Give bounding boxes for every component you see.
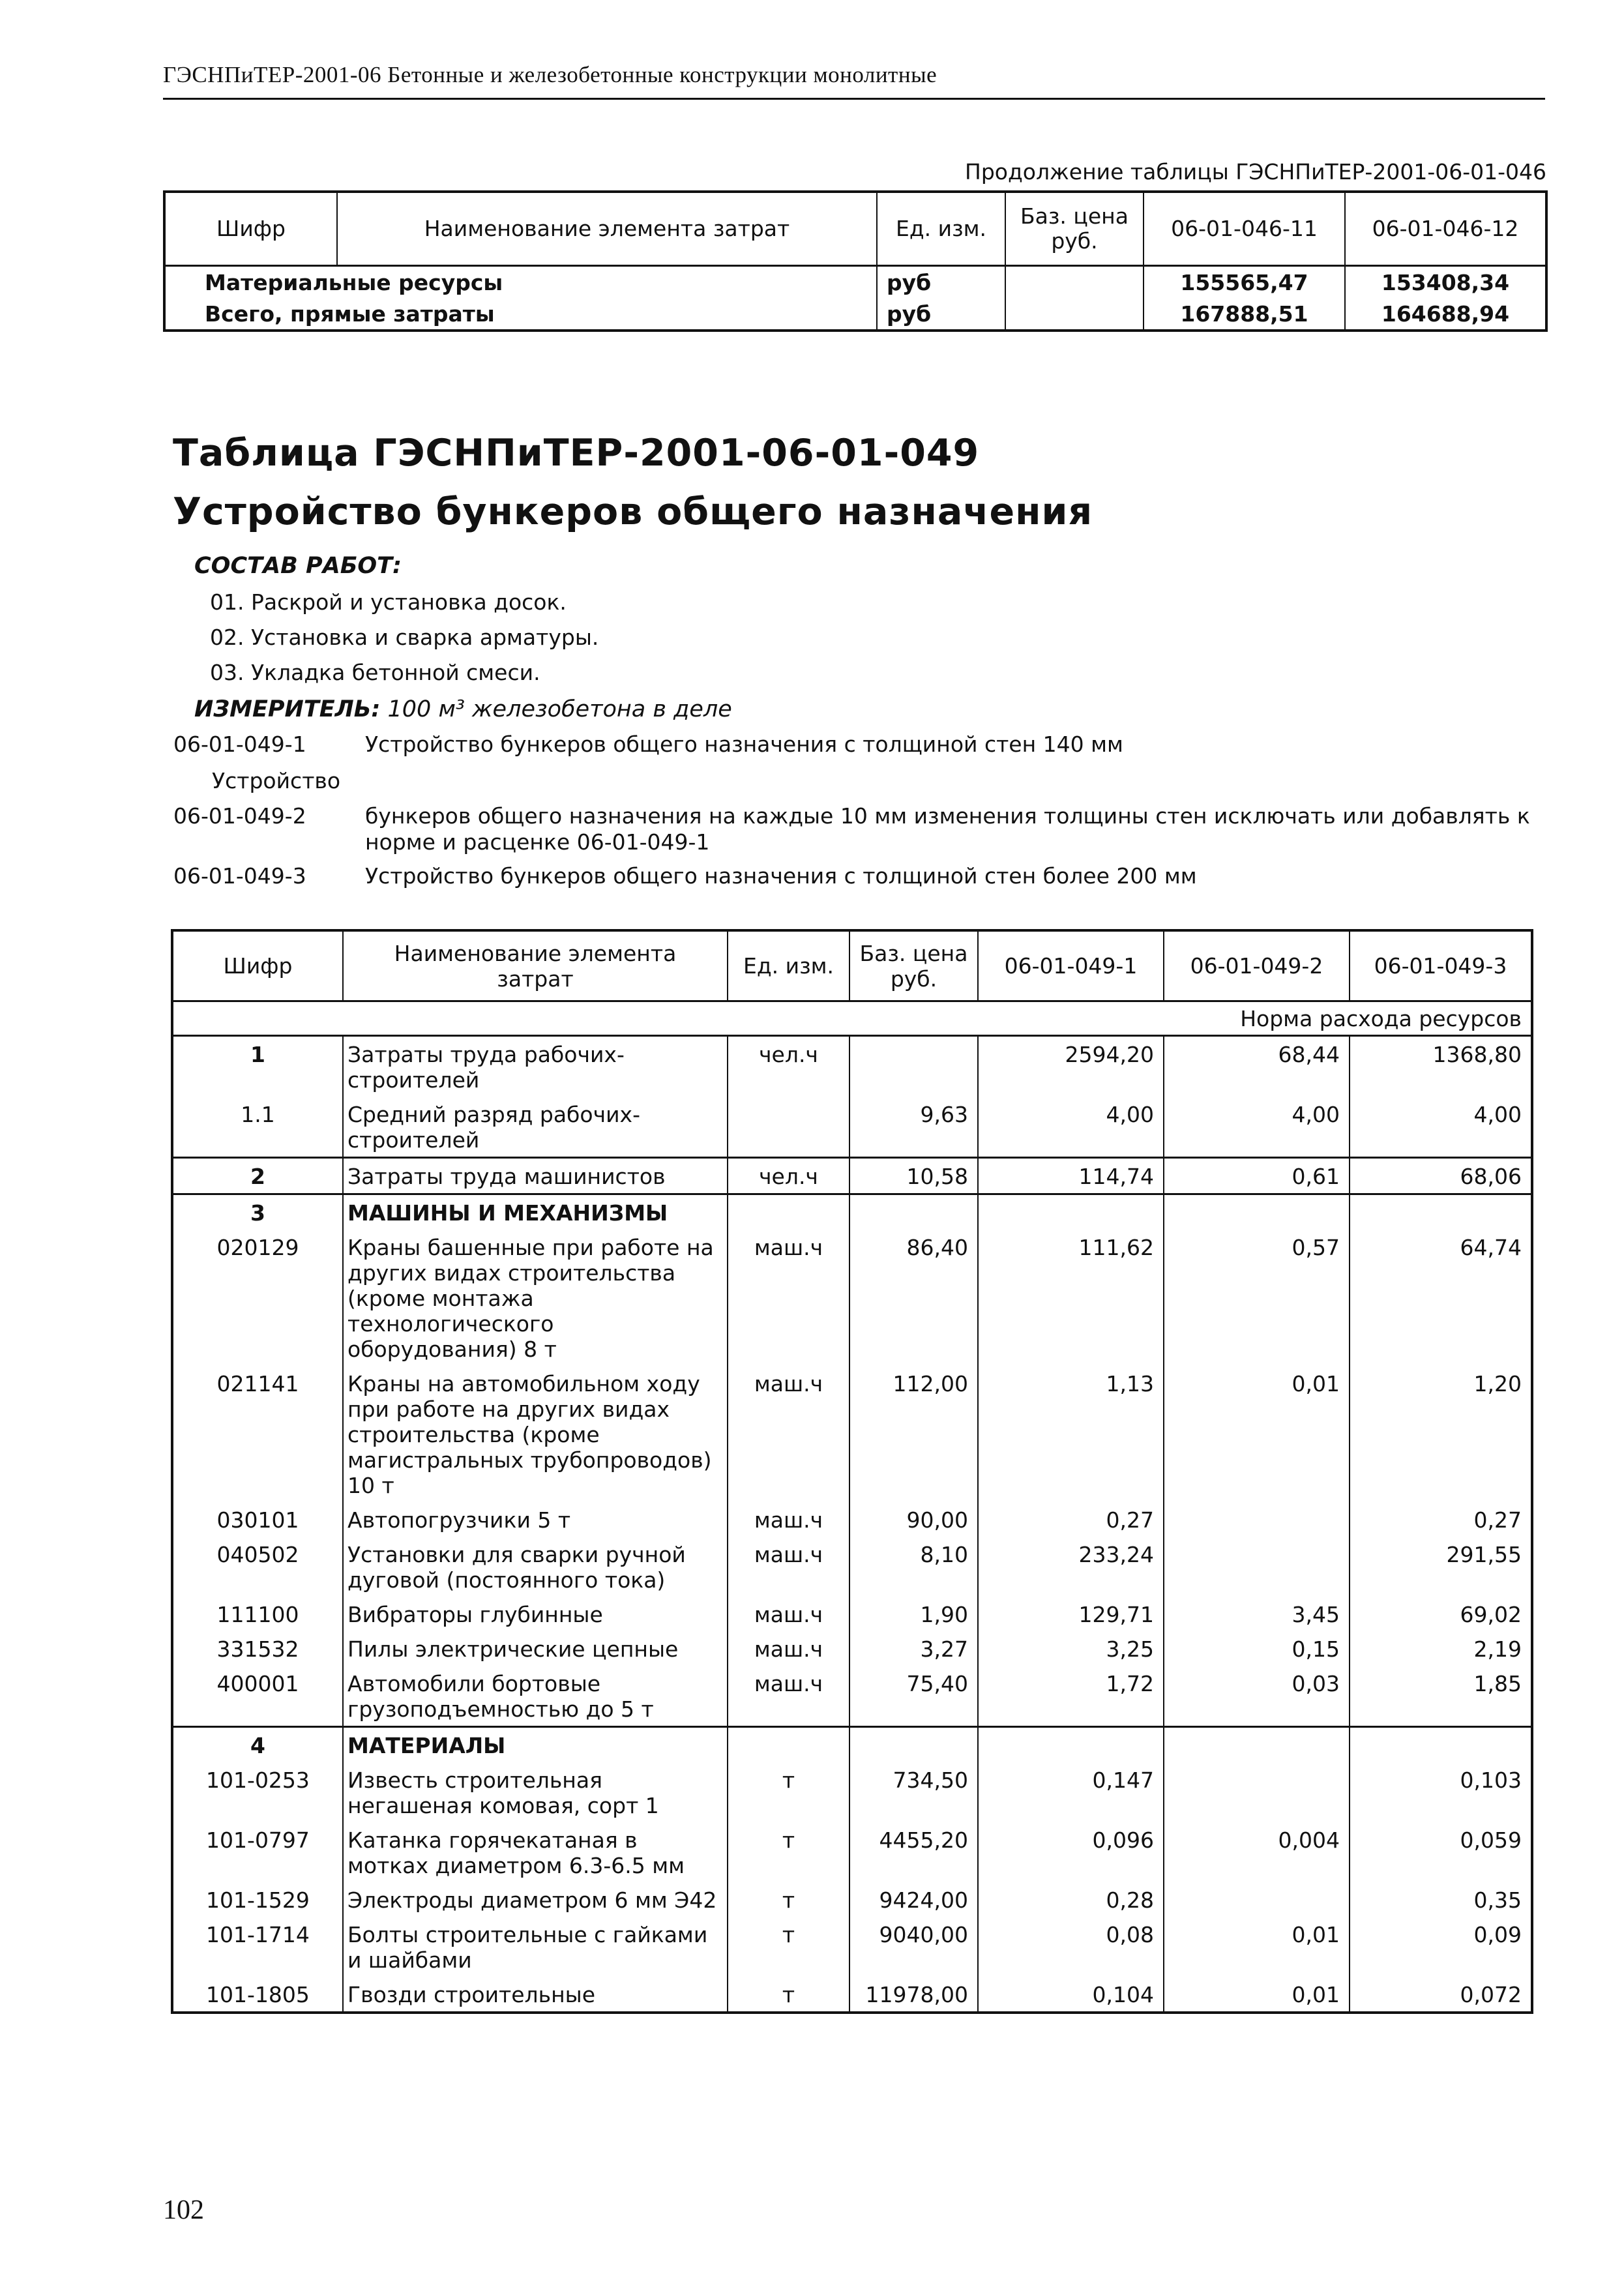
- row-code: 1: [172, 1036, 343, 1097]
- rate-description: бункеров общего назначения на каждые 10 мм изменения толщины стен исключать или добавлять к норме и расценке 06-01-049-1: [365, 803, 1530, 855]
- row-unit: руб: [877, 298, 1005, 331]
- row-value: 4,00: [1350, 1097, 1532, 1158]
- row-value: 0,08: [978, 1917, 1164, 1977]
- row-value: 0,01: [1164, 1977, 1350, 2013]
- row-code: 3: [172, 1194, 343, 1230]
- row-price: 10,58: [849, 1158, 978, 1194]
- row-name: Автопогрузчики 5 т: [343, 1502, 728, 1537]
- row-value: 3,45: [1164, 1597, 1350, 1631]
- row-name: Электроды диаметром 6 мм Э42: [343, 1882, 728, 1917]
- table-row: [172, 1597, 1532, 1631]
- running-header: ГЭСНПиТЕР-2001-06 Бетонные и железобетонные конструкции монолитные: [163, 62, 937, 87]
- row-value: 3,25: [978, 1631, 1164, 1666]
- row-name: Краны башенные при работе на других видах строительства (кроме монтажа технологического оборудования) 8 т: [343, 1230, 728, 1366]
- header-name: Наименование элемента затрат: [343, 930, 728, 1001]
- header-unit: Ед. изм.: [877, 192, 1005, 266]
- row-price: 734,50: [849, 1762, 978, 1822]
- row-price: 9,63: [849, 1097, 978, 1158]
- header-col2: 06-01-049-2: [1164, 930, 1350, 1001]
- header-code: Шифр: [172, 930, 343, 1001]
- measurer-label: ИЗМЕРИТЕЛЬ:: [194, 696, 381, 722]
- row-code: 1.1: [172, 1097, 343, 1158]
- row-code: 4: [172, 1727, 343, 1763]
- header-code: Шифр: [164, 192, 337, 266]
- row-name: Материальные ресурсы: [164, 266, 877, 299]
- row-value: 0,27: [1350, 1502, 1532, 1537]
- page-number: 102: [163, 2195, 204, 2225]
- row-value: [1164, 1537, 1350, 1597]
- row-value: 68,44: [1164, 1036, 1350, 1097]
- row-price: 4455,20: [849, 1822, 978, 1882]
- row-value: 0,15: [1164, 1631, 1350, 1666]
- row-value: 153408,34: [1345, 266, 1546, 299]
- row-value: 69,02: [1350, 1597, 1532, 1631]
- row-value: [978, 1194, 1164, 1230]
- row-price: 1,90: [849, 1597, 978, 1631]
- resource-header-row: [172, 930, 1532, 1001]
- measurer: [194, 696, 732, 722]
- table-row: [164, 298, 1546, 331]
- row-unit: чел.ч: [728, 1158, 849, 1194]
- row-price: [849, 1727, 978, 1763]
- work-item: 02. Установка и сварка арматуры.: [210, 625, 599, 650]
- row-code: 2: [172, 1158, 343, 1194]
- table-row: [172, 1036, 1532, 1097]
- table-row: [172, 1194, 1532, 1230]
- row-value: 0,61: [1164, 1158, 1350, 1194]
- row-value: [1164, 1194, 1350, 1230]
- row-price: 75,40: [849, 1666, 978, 1727]
- row-value: [978, 1727, 1164, 1763]
- row-code: 101-1805: [172, 1977, 343, 2013]
- row-value: 0,09: [1350, 1917, 1532, 1977]
- row-value: 2594,20: [978, 1036, 1164, 1097]
- table-row: [172, 1097, 1532, 1158]
- row-value: 1,72: [978, 1666, 1164, 1727]
- table-row: [164, 266, 1546, 299]
- row-value: 4,00: [1164, 1097, 1350, 1158]
- row-code: 101-0797: [172, 1822, 343, 1882]
- row-value: 111,62: [978, 1230, 1164, 1366]
- table-row: [172, 1158, 1532, 1194]
- row-value: 0,57: [1164, 1230, 1350, 1366]
- row-price: 9040,00: [849, 1917, 978, 1977]
- row-price: 11978,00: [849, 1977, 978, 2013]
- header-col2: 06-01-046-12: [1345, 192, 1546, 266]
- row-unit: т: [728, 1882, 849, 1917]
- row-value: 1,20: [1350, 1366, 1532, 1502]
- rate-code: 06-01-049-3: [173, 863, 306, 889]
- row-value: 0,147: [978, 1762, 1164, 1822]
- resource-table-body: [172, 1036, 1532, 2013]
- row-value: 129,71: [978, 1597, 1164, 1631]
- row-unit: маш.ч: [728, 1366, 849, 1502]
- row-code: 040502: [172, 1537, 343, 1597]
- row-code: 331532: [172, 1631, 343, 1666]
- row-code: 101-1714: [172, 1917, 343, 1977]
- row-name: МАШИНЫ И МЕХАНИЗМЫ: [343, 1194, 728, 1230]
- table-subtitle: Устройство бункеров общего назначения: [173, 490, 1093, 533]
- row-value: 0,01: [1164, 1917, 1350, 1977]
- continuation-caption: Продолжение таблицы ГЭСНПиТЕР-2001-06-01-046: [965, 159, 1547, 185]
- row-code: 111100: [172, 1597, 343, 1631]
- row-value: 0,072: [1350, 1977, 1532, 2013]
- header-price: Баз. цена руб.: [849, 930, 978, 1001]
- row-unit: [728, 1097, 849, 1158]
- row-name: Установки для сварки ручной дуговой (постоянного тока): [343, 1537, 728, 1597]
- row-unit: [728, 1194, 849, 1230]
- row-unit: маш.ч: [728, 1597, 849, 1631]
- work-item: 01. Раскрой и установка досок.: [210, 589, 567, 615]
- resource-table: [171, 929, 1533, 2014]
- row-code: 101-1529: [172, 1882, 343, 1917]
- row-value: [1350, 1194, 1532, 1230]
- row-value: [1164, 1882, 1350, 1917]
- row-value: 0,01: [1164, 1366, 1350, 1502]
- table-row: [172, 1631, 1532, 1666]
- row-name: МАТЕРИАЛЫ: [343, 1727, 728, 1763]
- row-unit: т: [728, 1762, 849, 1822]
- row-name: Известь строительная негашеная комовая, сорт 1: [343, 1762, 728, 1822]
- row-price: 9424,00: [849, 1882, 978, 1917]
- row-price: 112,00: [849, 1366, 978, 1502]
- row-value: 291,55: [1350, 1537, 1532, 1597]
- row-value: 0,096: [978, 1822, 1164, 1882]
- row-price: [1005, 266, 1144, 299]
- rate-code: 06-01-049-2: [173, 803, 306, 829]
- row-code: 021141: [172, 1366, 343, 1502]
- row-price: [849, 1194, 978, 1230]
- row-price: 86,40: [849, 1230, 978, 1366]
- row-unit: т: [728, 1977, 849, 2013]
- row-code: 020129: [172, 1230, 343, 1366]
- row-value: 155565,47: [1144, 266, 1345, 299]
- row-value: 1,13: [978, 1366, 1164, 1502]
- header-col3: 06-01-049-3: [1350, 930, 1532, 1001]
- measurer-value: 100 м³ железобетона в деле: [387, 696, 732, 722]
- row-unit: руб: [877, 266, 1005, 299]
- rate-code: 06-01-049-1: [173, 732, 306, 757]
- row-value: 2,19: [1350, 1631, 1532, 1666]
- row-price: [849, 1036, 978, 1097]
- row-unit: маш.ч: [728, 1502, 849, 1537]
- row-value: 68,06: [1350, 1158, 1532, 1194]
- row-price: 3,27: [849, 1631, 978, 1666]
- rate-code: Устройство: [212, 768, 341, 793]
- row-unit: маш.ч: [728, 1666, 849, 1727]
- row-value: 0,059: [1350, 1822, 1532, 1882]
- row-unit: [728, 1727, 849, 1763]
- continuation-header-row: [164, 192, 1546, 266]
- table-row: [172, 1822, 1532, 1882]
- header-col1: 06-01-046-11: [1144, 192, 1345, 266]
- table-title: Таблица ГЭСНПиТЕР-2001-06-01-049: [173, 432, 980, 475]
- header-rule: [163, 98, 1545, 100]
- header-price: Баз. цена руб.: [1005, 192, 1144, 266]
- row-code: 030101: [172, 1502, 343, 1537]
- row-value: 4,00: [978, 1097, 1164, 1158]
- table-row: [172, 1666, 1532, 1727]
- row-value: 233,24: [978, 1537, 1164, 1597]
- row-value: 1,85: [1350, 1666, 1532, 1727]
- norm-label: Норма расхода ресурсов: [172, 1001, 1532, 1036]
- row-unit: маш.ч: [728, 1631, 849, 1666]
- header-col1: 06-01-049-1: [978, 930, 1164, 1001]
- row-name: Затраты труда машинистов: [343, 1158, 728, 1194]
- work-composition-heading: СОСТАВ РАБОТ:: [194, 553, 402, 579]
- row-name: Пилы электрические цепные: [343, 1631, 728, 1666]
- row-name: Всего, прямые затраты: [164, 298, 877, 331]
- row-value: 64,74: [1350, 1230, 1532, 1366]
- row-name: Вибраторы глубинные: [343, 1597, 728, 1631]
- row-name: Автомобили бортовые грузоподъемностью до 5 т: [343, 1666, 728, 1727]
- row-code: 400001: [172, 1666, 343, 1727]
- row-value: [1350, 1727, 1532, 1763]
- continuation-table: [163, 190, 1548, 332]
- row-value: 0,27: [978, 1502, 1164, 1537]
- row-value: [1164, 1762, 1350, 1822]
- table-row: [172, 1977, 1532, 2013]
- header-name: Наименование элемента затрат: [337, 192, 877, 266]
- rate-description: Устройство бункеров общего назначения с толщиной стен более 200 мм: [365, 863, 1197, 889]
- row-price: [1005, 298, 1144, 331]
- row-value: 0,28: [978, 1882, 1164, 1917]
- table-row: [172, 1502, 1532, 1537]
- row-unit: т: [728, 1917, 849, 1977]
- row-value: 1368,80: [1350, 1036, 1532, 1097]
- row-name: Затраты труда рабочих-строителей: [343, 1036, 728, 1097]
- row-price: 90,00: [849, 1502, 978, 1537]
- rate-description: Устройство бункеров общего назначения с толщиной стен 140 мм: [365, 732, 1123, 757]
- row-name: Гвозди строительные: [343, 1977, 728, 2013]
- row-value: 0,103: [1350, 1762, 1532, 1822]
- row-unit: маш.ч: [728, 1537, 849, 1597]
- row-value: 0,35: [1350, 1882, 1532, 1917]
- table-row: [172, 1727, 1532, 1763]
- row-value: [1164, 1727, 1350, 1763]
- row-unit: маш.ч: [728, 1230, 849, 1366]
- row-price: 8,10: [849, 1537, 978, 1597]
- row-name: Средний разряд рабочих-строителей: [343, 1097, 728, 1158]
- table-row: [172, 1230, 1532, 1366]
- row-value: 114,74: [978, 1158, 1164, 1194]
- work-item: 03. Укладка бетонной смеси.: [210, 660, 540, 685]
- table-row: [172, 1537, 1532, 1597]
- row-name: Болты строительные с гайками и шайбами: [343, 1917, 728, 1977]
- row-value: [1164, 1502, 1350, 1537]
- header-unit: Ед. изм.: [728, 930, 849, 1001]
- row-value: 0,004: [1164, 1822, 1350, 1882]
- row-value: 0,104: [978, 1977, 1164, 2013]
- table-row: [172, 1762, 1532, 1822]
- row-unit: т: [728, 1822, 849, 1882]
- row-value: 164688,94: [1345, 298, 1546, 331]
- row-name: Катанка горячекатаная в мотках диаметром 6.3-6.5 мм: [343, 1822, 728, 1882]
- table-row: [172, 1917, 1532, 1977]
- row-value: 167888,51: [1144, 298, 1345, 331]
- row-name: Краны на автомобильном ходу при работе на других видах строительства (кроме магистральных трубопроводов) 10 т: [343, 1366, 728, 1502]
- row-code: 101-0253: [172, 1762, 343, 1822]
- table-row: [172, 1882, 1532, 1917]
- norm-row: [172, 1001, 1532, 1036]
- table-row: [172, 1366, 1532, 1502]
- row-value: 0,03: [1164, 1666, 1350, 1727]
- row-unit: чел.ч: [728, 1036, 849, 1097]
